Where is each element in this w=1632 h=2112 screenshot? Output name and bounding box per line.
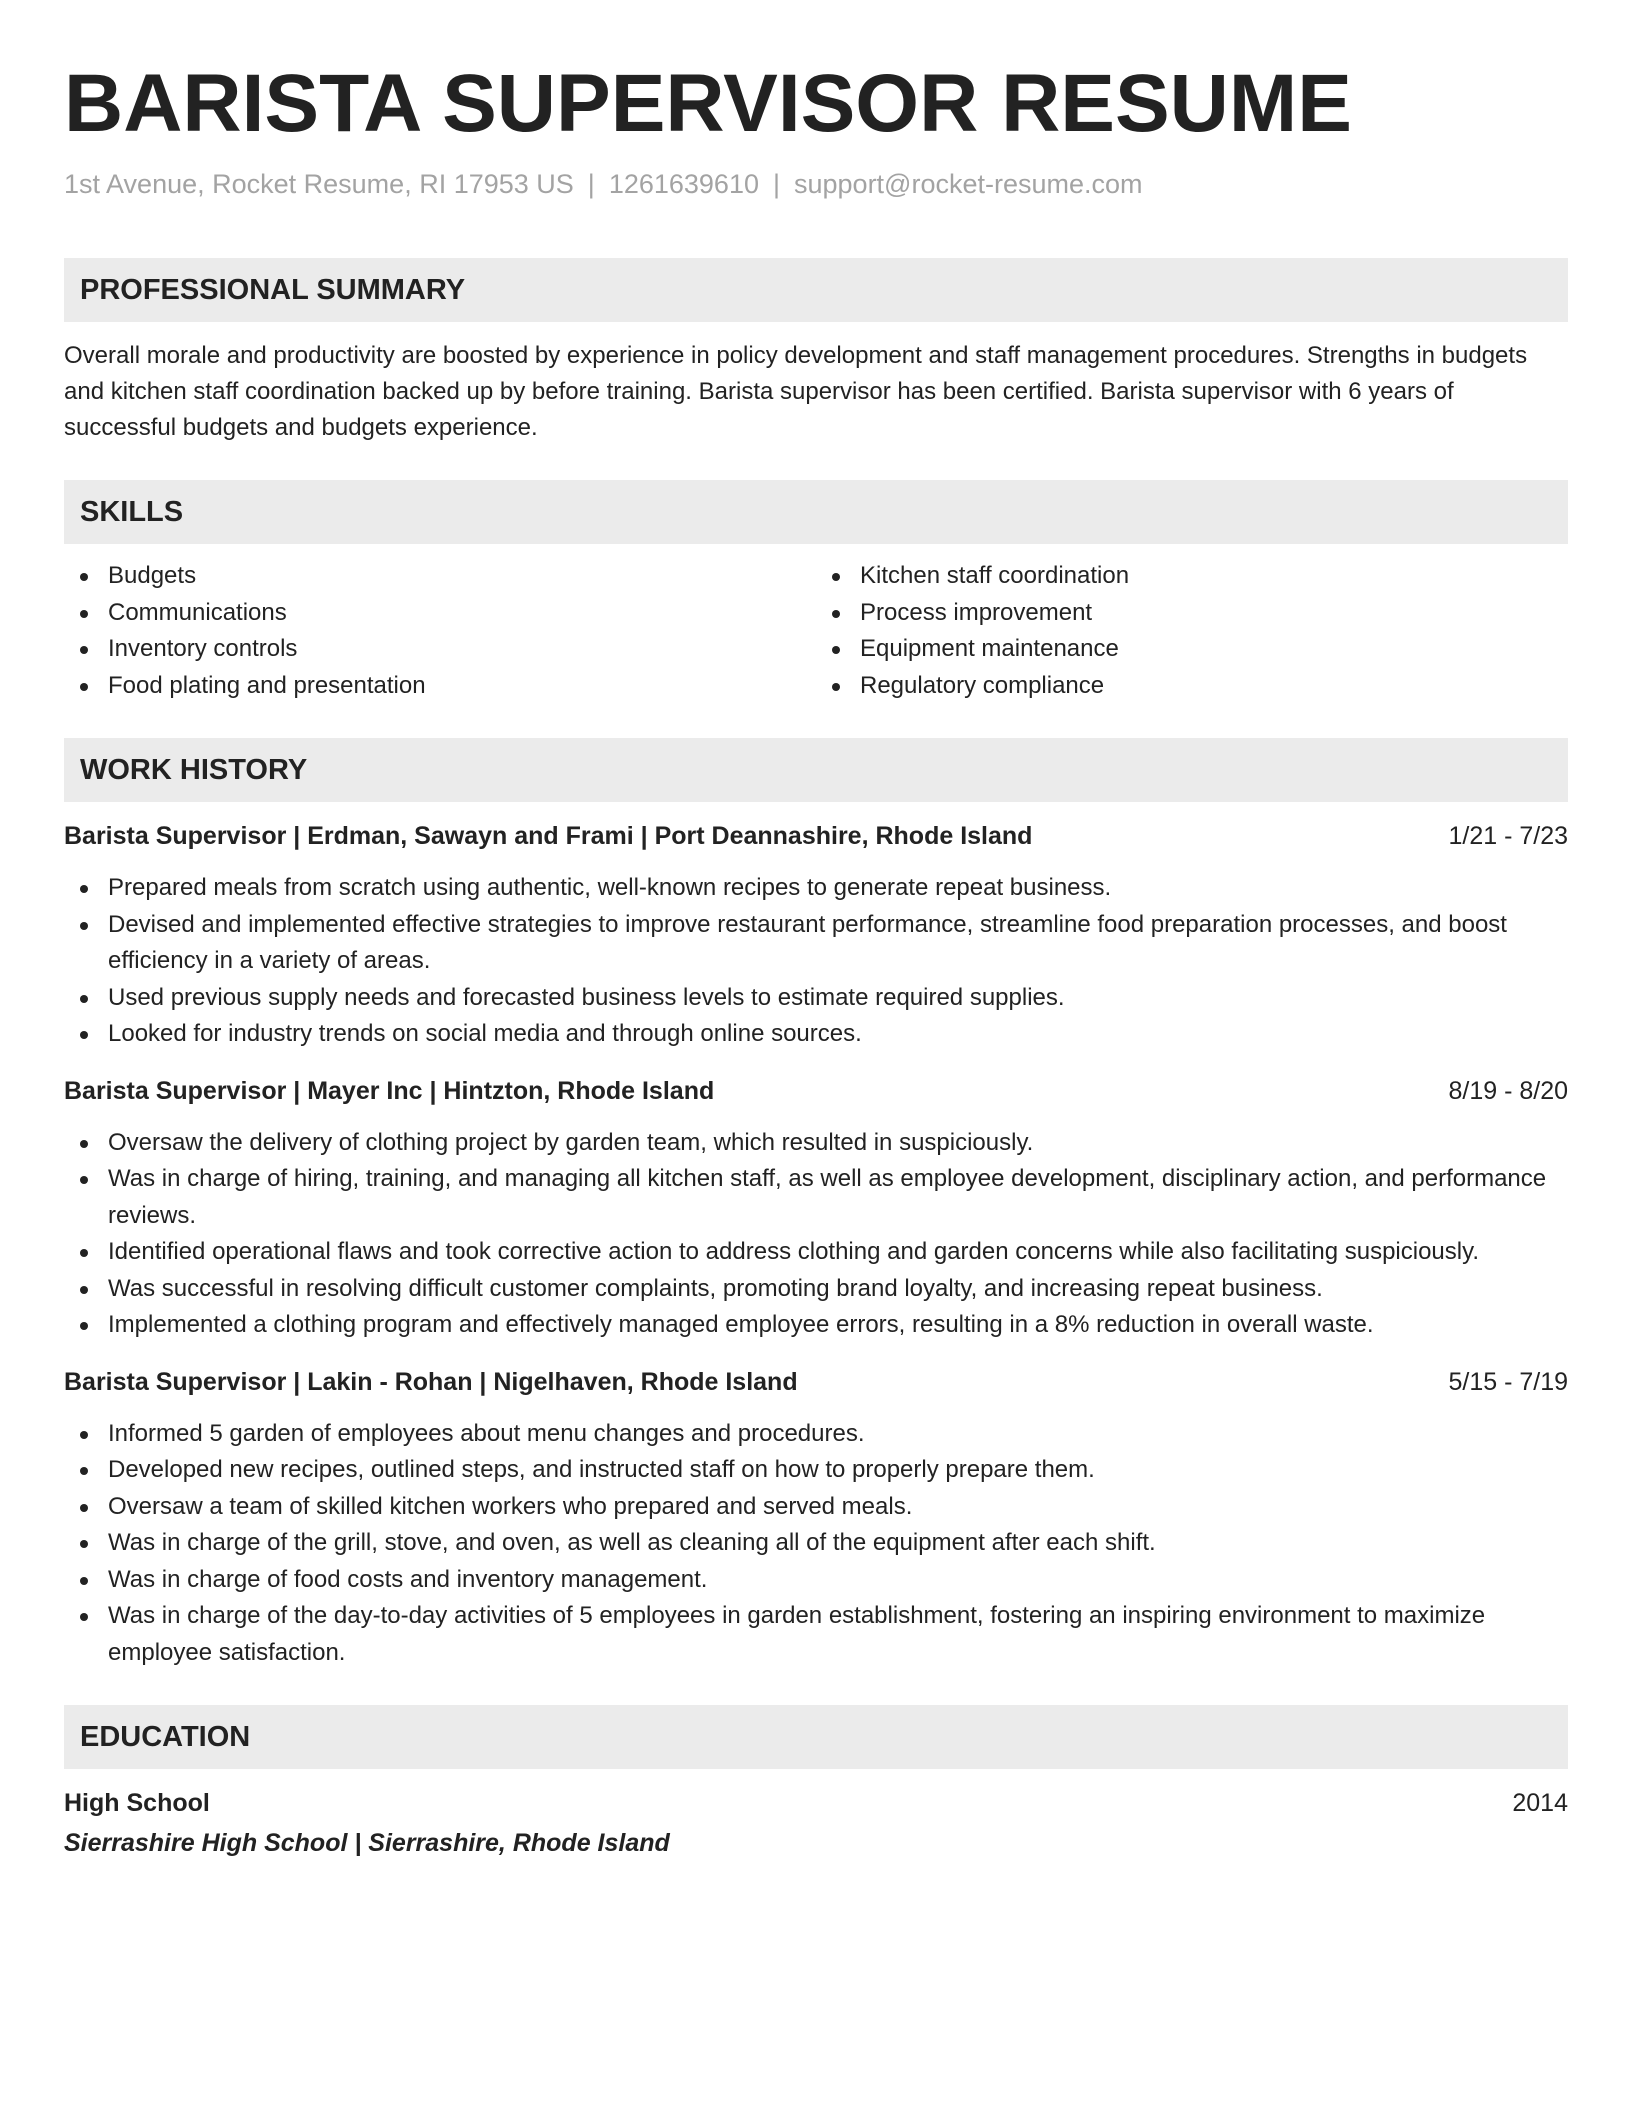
job-bullet: Devised and implemented effective strategies to improve restaurant performance, streamline food preparation processes, and boost efficiency in a variety of areas. <box>64 907 1568 980</box>
skill-item: Kitchen staff coordination <box>816 558 1568 595</box>
contact-separator: | <box>772 169 780 199</box>
job-bullet: Oversaw a team of skilled kitchen workers who prepared and served meals. <box>64 1489 1568 1526</box>
job-bullet: Prepared meals from scratch using authentic, well-known recipes to generate repeat business. <box>64 870 1568 907</box>
job-heading: Barista Supervisor | Lakin - Rohan | Nigelhaven, Rhode Island <box>64 1367 798 1396</box>
contact-email: support@rocket-resume.com <box>794 169 1143 199</box>
skill-item: Equipment maintenance <box>816 631 1568 668</box>
skill-item: Process improvement <box>816 595 1568 632</box>
section-header-education: EDUCATION <box>64 1705 1568 1769</box>
education-entry <box>64 1785 1568 1861</box>
skill-item: Budgets <box>64 558 816 595</box>
job-bullets <box>64 1416 1568 1672</box>
section-header-work-history: WORK HISTORY <box>64 738 1568 802</box>
job-entry <box>64 1073 1568 1344</box>
job-bullet: Implemented a clothing program and effectively managed employee errors, resulting in a 8% reduction in overall waste. <box>64 1307 1568 1344</box>
job-bullet: Was in charge of food costs and inventory management. <box>64 1562 1568 1599</box>
skill-item: Communications <box>64 595 816 632</box>
job-heading: Barista Supervisor | Mayer Inc | Hintzton, Rhode Island <box>64 1076 715 1105</box>
job-bullet: Used previous supply needs and forecasted business levels to estimate required supplies. <box>64 980 1568 1017</box>
job-entry <box>64 1364 1568 1672</box>
job-bullets <box>64 1125 1568 1344</box>
job-dates: 1/21 - 7/23 <box>1448 822 1568 850</box>
education-year: 2014 <box>1512 1789 1568 1817</box>
skill-item: Food plating and presentation <box>64 668 816 705</box>
skills-column-left <box>64 558 816 704</box>
contact-phone: 1261639610 <box>608 169 759 199</box>
skills-column-right <box>816 558 1568 704</box>
section-header-summary: PROFESSIONAL SUMMARY <box>64 258 1568 322</box>
job-header <box>64 1073 1568 1109</box>
skills-list <box>64 558 1568 704</box>
section-header-skills: SKILLS <box>64 480 1568 544</box>
skill-item: Regulatory compliance <box>816 668 1568 705</box>
job-entry <box>64 818 1568 1053</box>
job-bullet: Developed new recipes, outlined steps, and instructed staff on how to properly prepare them. <box>64 1452 1568 1489</box>
job-dates: 8/19 - 8/20 <box>1448 1076 1568 1105</box>
summary-text: Overall morale and productivity are boosted by experience in policy development and staff management procedures. Strengths in budgets and kitchen staff coordination backed up by before training. Barista supervisor has been certified. Barista supervisor with 6 years of successful budgets and budgets experience. <box>64 342 1528 441</box>
job-header <box>64 818 1568 854</box>
resume-title: BARISTA SUPERVISOR RESUME <box>64 58 1352 149</box>
job-bullet: Was in charge of the day-to-day activities of 5 employees in garden establishment, fostering an inspiring environment to maximize employee satisfaction. <box>64 1598 1568 1671</box>
job-bullet: Identified operational flaws and took corrective action to address clothing and garden concerns while also facilitating suspiciously. <box>64 1234 1568 1271</box>
job-dates: 5/15 - 7/19 <box>1448 1367 1568 1396</box>
education-degree: High School <box>64 1789 210 1817</box>
job-bullet: Informed 5 garden of employees about menu changes and procedures. <box>64 1416 1568 1453</box>
contact-line <box>64 166 1568 202</box>
job-heading: Barista Supervisor | Erdman, Sawayn and Frami | Port Deannashire, Rhode Island <box>64 822 1033 850</box>
job-bullet: Was successful in resolving difficult customer complaints, promoting brand loyalty, and increasing repeat business. <box>64 1271 1568 1308</box>
job-bullet: Looked for industry trends on social media and through online sources. <box>64 1016 1568 1053</box>
contact-address: 1st Avenue, Rocket Resume, RI 17953 US <box>64 169 574 199</box>
education-header <box>64 1785 1568 1821</box>
job-bullet: Oversaw the delivery of clothing project by garden team, which resulted in suspiciously. <box>64 1125 1568 1162</box>
job-header <box>64 1364 1568 1400</box>
job-bullets <box>64 870 1568 1053</box>
education-school: Sierrashire High School | Sierrashire, Rhode Island <box>64 1829 670 1857</box>
contact-separator: | <box>587 169 595 199</box>
skill-item: Inventory controls <box>64 631 816 668</box>
job-bullet: Was in charge of hiring, training, and managing all kitchen staff, as well as employee development, disciplinary action, and performance reviews. <box>64 1161 1568 1234</box>
job-bullet: Was in charge of the grill, stove, and oven, as well as cleaning all of the equipment after each shift. <box>64 1525 1568 1562</box>
